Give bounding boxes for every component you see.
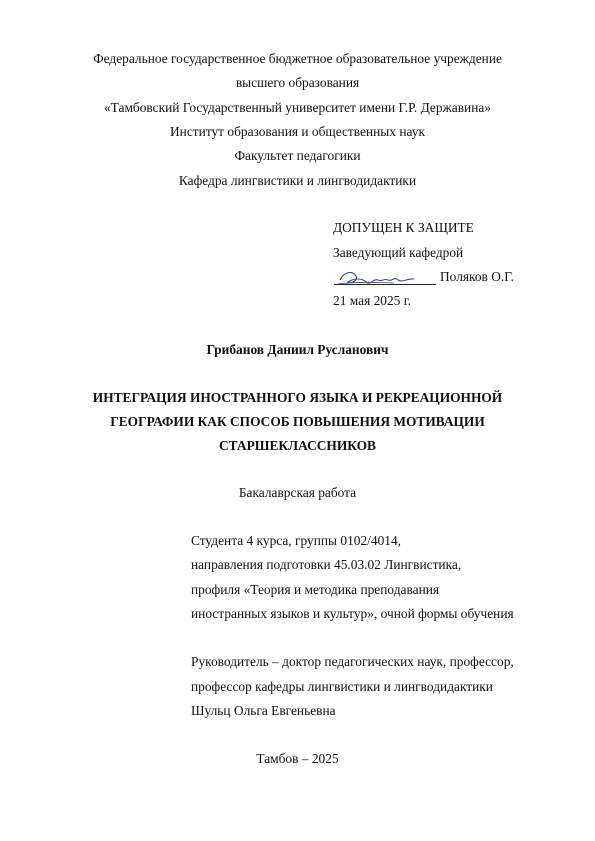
student-info-line-4: иностранных языков и культур», очной формы обучения bbox=[191, 606, 514, 621]
signature-image bbox=[334, 266, 436, 292]
approval-title: ДОПУЩЕН К ЗАЩИТЕ bbox=[333, 220, 474, 235]
supervisor-name: Шульц Ольга Евгеньевна bbox=[191, 703, 336, 718]
work-type: Бакалаврская работа bbox=[238, 485, 357, 500]
approval-position: Заведующий кафедрой bbox=[333, 245, 464, 260]
thesis-title-line-3: СТАРШЕКЛАССНИКОВ bbox=[218, 438, 376, 453]
institution-line-2: высшего образования bbox=[235, 75, 360, 90]
university-name: «Тамбовский Государственный университет имени Г.Р. Державина» bbox=[103, 100, 492, 115]
department-name: Кафедра лингвистики и лингводидактики bbox=[178, 173, 417, 188]
institute-name: Институт образования и общественных наук bbox=[170, 124, 425, 139]
approval-date: 21 мая 2025 г. bbox=[333, 293, 412, 308]
thesis-title-line-1: ИНТЕГРАЦИЯ ИНОСТРАННОГО ЯЗЫКА И РЕКРЕАЦИОННОЙ bbox=[92, 390, 503, 405]
approver-name: Поляков О.Г. bbox=[440, 269, 514, 284]
supervisor-line-1: Руководитель – доктор педагогических наук, профессор, bbox=[191, 654, 514, 669]
student-info-line-2: направления подготовки 45.03.02 Лингвистика, bbox=[191, 557, 462, 572]
city-year: Тамбов – 2025 bbox=[256, 751, 339, 766]
student-info-line-1: Студента 4 курса, группы 0102/4014, bbox=[191, 533, 402, 548]
signature-line bbox=[334, 284, 436, 285]
supervisor-line-2: профессор кафедры лингвистики и лингводидактики bbox=[191, 679, 493, 694]
author-name: Грибанов Даниил Русланович bbox=[206, 342, 389, 357]
thesis-title-line-2: ГЕОГРАФИИ КАК СПОСОБ ПОВЫШЕНИЯ МОТИВАЦИИ bbox=[110, 414, 485, 429]
institution-line-1: Федеральное государственное бюджетное образовательное учреждение bbox=[93, 51, 502, 66]
faculty-name: Факультет педагогики bbox=[234, 148, 361, 163]
student-info-line-3: профиля «Теория и методика преподавания bbox=[191, 582, 440, 597]
